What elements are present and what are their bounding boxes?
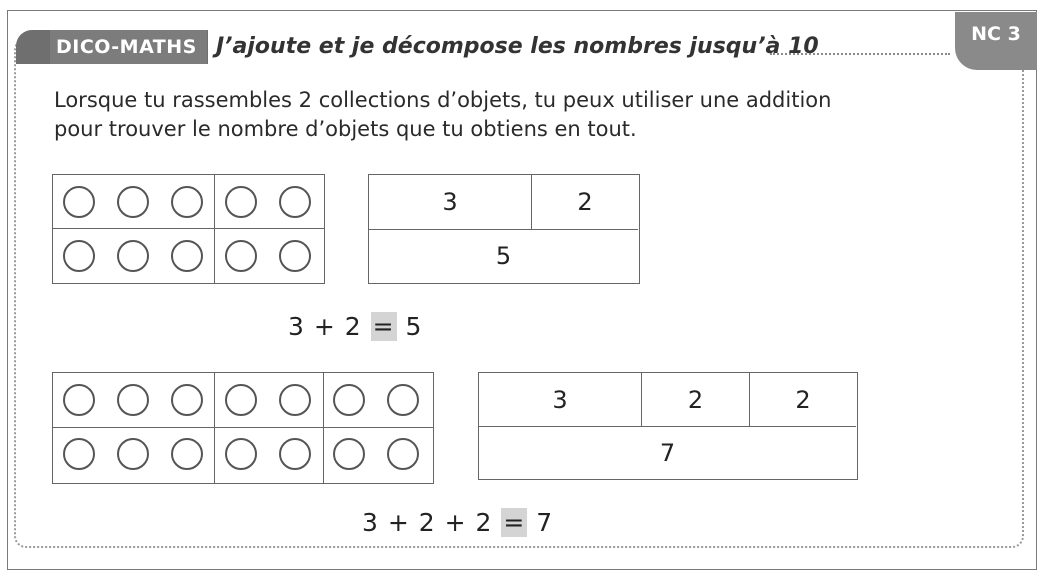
intro-text xyxy=(54,86,894,144)
counter-circle xyxy=(333,384,365,416)
equation-lhs: 3 + 2 + 2 xyxy=(362,508,502,537)
counter-circle xyxy=(279,186,311,218)
part-cell: 2 xyxy=(641,373,749,426)
equation-1 xyxy=(288,312,422,341)
grid-column-divider xyxy=(214,373,215,483)
counter-circle xyxy=(63,384,95,416)
grid-row-divider xyxy=(53,228,324,229)
counter-circle xyxy=(171,438,203,470)
counter-circle xyxy=(225,384,257,416)
counter-circle xyxy=(225,186,257,218)
part-cell: 3 xyxy=(552,385,568,414)
counter-circle xyxy=(279,384,311,416)
decomposition-table-2 xyxy=(478,372,858,480)
intro-line-1: Lorsque tu rassembles 2 collections d’objets, tu peux utiliser une addition xyxy=(54,88,832,112)
counter-circle xyxy=(63,186,95,218)
counter-circle xyxy=(279,438,311,470)
counter-circle xyxy=(279,240,311,272)
equals-sign: = xyxy=(372,312,395,341)
equation-rhs: 5 xyxy=(396,312,423,341)
counter-circle xyxy=(333,438,365,470)
counter-circle xyxy=(225,438,257,470)
equation-lhs: 3 + 2 xyxy=(288,312,371,341)
total-cell: 7 xyxy=(479,426,856,478)
total-cell: 5 xyxy=(369,229,638,282)
counter-circle xyxy=(387,438,419,470)
ten-frame-grid xyxy=(52,174,325,284)
counter-circle xyxy=(171,240,203,272)
equation-rhs: 7 xyxy=(527,508,554,537)
counter-circle xyxy=(171,384,203,416)
counter-circle xyxy=(387,384,419,416)
grid-row-divider xyxy=(53,427,433,428)
section-badge: NC 3 xyxy=(955,12,1037,70)
title-dotted-leader xyxy=(770,53,950,55)
equation-2 xyxy=(362,508,553,537)
intro-line-2: pour trouver le nombre d’objets que tu obtiens en tout. xyxy=(54,117,637,141)
part-cell: 3 xyxy=(442,188,458,216)
grid-column-divider xyxy=(323,373,324,483)
counter-circle xyxy=(63,240,95,272)
decomposition-table-1 xyxy=(368,174,640,284)
header-tag: DICO-MATHS xyxy=(50,30,207,64)
equals-sign: = xyxy=(503,508,526,537)
counter-circle xyxy=(171,186,203,218)
part-cell: 2 xyxy=(749,373,856,426)
counter-circle xyxy=(117,186,149,218)
part-cell: 2 xyxy=(531,175,638,229)
counter-circle xyxy=(117,384,149,416)
grid-column-divider xyxy=(214,175,215,283)
page-title: J’ajoute et je décompose les nombres jusqu’à 10 xyxy=(216,34,819,59)
counter-circle xyxy=(117,240,149,272)
counter-grid xyxy=(52,372,434,484)
counter-circle xyxy=(63,438,95,470)
counter-circle xyxy=(225,240,257,272)
counter-circle xyxy=(117,438,149,470)
